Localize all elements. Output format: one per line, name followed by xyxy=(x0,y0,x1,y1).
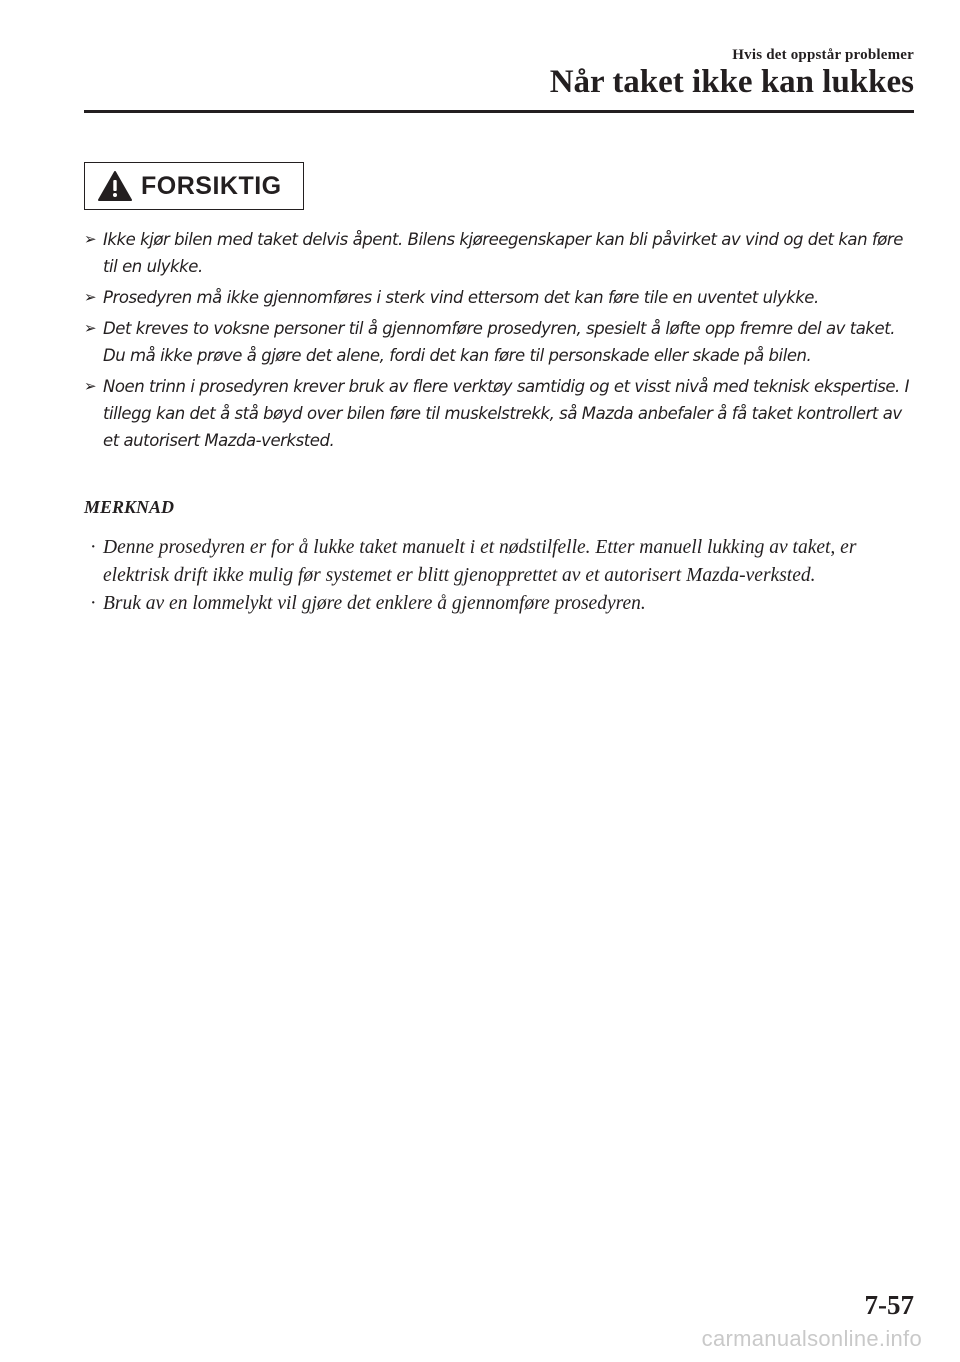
caution-text: Noen trinn i prosedyren krever bruk av flere verktøy samtidig og et visst nivå med teknisk ekspertise. I tillegg kan det å stå bøyd over bilen føre til muskelstrekk, så Mazda anbefaler å få taket kontrollert av et autorisert Mazda-verksted. xyxy=(103,377,910,450)
note-item xyxy=(84,534,914,590)
caution-text: Ikke kjør bilen med taket delvis åpent. Bilens kjøreegenskaper kan bli påvirket av vind og det kan føre til en ulykke. xyxy=(103,230,903,276)
warning-triangle-icon xyxy=(97,170,133,202)
arrow-bullet-icon: ➢ xyxy=(84,288,97,306)
arrow-bullet-icon: ➢ xyxy=(84,377,97,395)
note-item xyxy=(84,590,914,618)
note-text: Bruk av en lommelykt vil gjøre det enklere å gjennomføre prosedyren. xyxy=(103,593,646,614)
page-title: Når taket ikke kan lukkes xyxy=(549,64,914,100)
page-number: 7-57 xyxy=(864,1290,914,1320)
caution-item xyxy=(84,315,914,369)
dot-bullet-icon: · xyxy=(90,593,97,614)
note-list xyxy=(84,534,914,618)
section-label: Hvis det oppstår problemer xyxy=(732,47,914,63)
arrow-bullet-icon: ➢ xyxy=(84,319,97,337)
caution-box xyxy=(84,162,304,210)
dot-bullet-icon: · xyxy=(90,537,97,558)
note-heading: MERKNAD xyxy=(84,497,175,517)
caution-item xyxy=(84,284,914,311)
note-text: Denne prosedyren er for å lukke taket manuelt i et nødstilfelle. Etter manuell lukking av taket, er elektrisk drift ikke mulig før systemet er blitt gjenopprettet av et autorisert Mazda-verksted. xyxy=(103,537,857,586)
arrow-bullet-icon: ➢ xyxy=(84,230,97,248)
caution-label: FORSIKTIG xyxy=(141,171,282,200)
caution-list xyxy=(84,226,914,458)
caution-text: Prosedyren må ikke gjennomføres i sterk vind ettersom det kan føre tile en uventet ulykke. xyxy=(103,288,819,307)
caution-item xyxy=(84,226,914,280)
caution-item xyxy=(84,373,914,454)
title-divider xyxy=(84,110,914,113)
watermark: carmanualsonline.info xyxy=(701,1326,922,1351)
caution-text: Det kreves to voksne personer til å gjennomføre prosedyren, spesielt å løfte opp fremre del av taket. Du må ikke prøve å gjøre det alene, fordi det kan føre til personskade eller skade på bilen. xyxy=(103,319,896,365)
